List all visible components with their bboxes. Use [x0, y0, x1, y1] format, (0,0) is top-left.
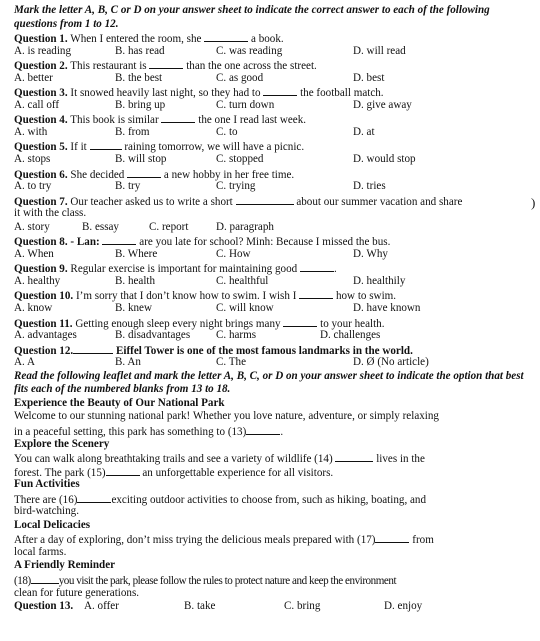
question-label: Question 8.: [14, 236, 68, 249]
answer-blank[interactable]: [102, 234, 136, 245]
answer-blank[interactable]: [90, 139, 122, 150]
food-line2: local farms.: [14, 545, 67, 558]
question-3: Question 3. It snowed heavily last night, so they had to the football match.: [14, 87, 384, 100]
question-7-continued: it with the class.: [14, 207, 87, 220]
worksheet: [14, 4, 526, 614]
option-d[interactable]: D. paragraph: [216, 220, 274, 233]
option-b[interactable]: B. from: [115, 125, 150, 138]
question-13: [14, 600, 526, 614]
options-10: [14, 302, 526, 316]
option-d[interactable]: D. challenges: [320, 329, 381, 342]
option-d[interactable]: D. Why: [353, 247, 388, 260]
option-c[interactable]: C. trying: [216, 180, 256, 193]
edge-mark: ): [531, 195, 536, 210]
scenery-heading: Explore the Scenery: [14, 437, 110, 450]
option-b[interactable]: B. take: [184, 600, 216, 613]
options-11: [14, 329, 526, 343]
question-label: Question 9.: [14, 263, 68, 276]
question-1: Question 1. When I entered the room, she a book.: [14, 33, 284, 46]
option-b[interactable]: B. the best: [115, 71, 163, 84]
blank-13[interactable]: [246, 424, 280, 435]
question-9: Question 9. Regular exercise is important for maintaining good .: [14, 263, 337, 276]
options-4: [14, 126, 526, 140]
option-b[interactable]: B. bring up: [115, 98, 166, 111]
answer-blank[interactable]: [161, 112, 195, 123]
leaflet-title: Experience the Beauty of Our National Park: [14, 396, 225, 409]
option-b[interactable]: B. has read: [115, 44, 165, 57]
options-5: [14, 153, 526, 167]
question-label: Question 5.: [14, 141, 68, 154]
options-1: [14, 45, 526, 59]
question-label: Question 12.: [14, 344, 74, 357]
question-label: Question 11.: [14, 317, 73, 330]
option-c[interactable]: C. stopped: [216, 153, 264, 166]
question-label: Question 4.: [14, 114, 68, 127]
option-a[interactable]: A. with: [14, 125, 48, 138]
option-c[interactable]: C. will know: [216, 302, 274, 315]
option-d[interactable]: D. will read: [353, 44, 406, 57]
answer-blank[interactable]: [204, 31, 248, 42]
option-a[interactable]: A. offer: [84, 600, 119, 613]
question-label: Question 13.: [14, 600, 74, 613]
answer-blank[interactable]: [300, 261, 334, 272]
options-8: [14, 248, 526, 262]
scenery-line2: forest. The park (15) an unforgettable experience for all visitors.: [14, 466, 334, 479]
option-c[interactable]: C. The: [216, 356, 246, 369]
option-a[interactable]: A. healthy: [14, 274, 61, 287]
question-label: Question 6.: [14, 168, 68, 181]
option-b[interactable]: B. An: [115, 356, 141, 369]
blank-16[interactable]: [77, 492, 111, 503]
option-b[interactable]: B. will stop: [115, 153, 167, 166]
question-label: Question 1.: [14, 33, 68, 46]
question-label: Question 7.: [14, 195, 68, 208]
option-c[interactable]: C. harms: [216, 329, 257, 342]
question-4: Question 4. This book is similar the one I read last week.: [14, 114, 307, 127]
option-c[interactable]: C. bring: [284, 600, 321, 613]
answer-blank[interactable]: [127, 167, 161, 178]
option-b[interactable]: B. try: [115, 180, 141, 193]
option-a[interactable]: A. When: [14, 247, 54, 260]
option-a[interactable]: A. to try: [14, 180, 52, 193]
option-c[interactable]: C. healthful: [216, 274, 269, 287]
option-d[interactable]: D. have known: [353, 302, 421, 315]
option-a[interactable]: A. call off: [14, 98, 60, 111]
option-d[interactable]: D. best: [353, 71, 385, 84]
question-5: Question 5. If it raining tomorrow, we will have a picnic.: [14, 141, 305, 154]
option-c[interactable]: C. How: [216, 247, 251, 260]
answer-blank[interactable]: [263, 85, 297, 96]
question-6: Question 6. She decided a new hobby in her free time.: [14, 168, 295, 181]
question-11: Question 11. Getting enough sleep every night brings many to your health.: [14, 317, 385, 330]
blank-17[interactable]: [375, 532, 409, 543]
option-c[interactable]: C. as good: [216, 71, 264, 84]
option-d[interactable]: D. healthily: [353, 274, 406, 287]
option-a[interactable]: A. is reading: [14, 44, 71, 57]
option-a[interactable]: A. A: [14, 356, 35, 369]
question-10: Question 10. I’m sorry that I don’t know how to swim. I wish I how to swim.: [14, 290, 397, 303]
option-d[interactable]: D. Ø (No article): [353, 356, 429, 369]
leaflet-intro-line2: in a peaceful setting, this park has something to (13) .: [14, 425, 284, 438]
question-2: Question 2. This restaurant is than the one across the street.: [14, 60, 317, 73]
reminder-line2: clean for future generations.: [14, 586, 140, 599]
option-a[interactable]: A. better: [14, 71, 53, 84]
option-c[interactable]: C. turn down: [216, 98, 275, 111]
question-label: Question 3.: [14, 87, 68, 100]
options-9: [14, 275, 526, 289]
answer-blank[interactable]: [283, 316, 317, 327]
answer-blank[interactable]: [299, 288, 333, 299]
question-7: Question 7. Our teacher asked us to write a short about our summer vacation and share: [14, 195, 463, 208]
scenery-line1: You can walk along breathtaking trails and see a variety of wildlife (14) lives in the: [14, 453, 425, 466]
options-2: [14, 72, 526, 86]
option-a[interactable]: A. know: [14, 302, 53, 315]
option-a[interactable]: A. advantages: [14, 329, 77, 342]
option-c[interactable]: C. was reading: [216, 44, 283, 57]
option-d[interactable]: D. at: [353, 125, 375, 138]
blank-18[interactable]: [31, 573, 59, 584]
reminder-line1: (18) you visit the park, please follow the rules to protect nature and keep the environment: [14, 574, 397, 587]
answer-blank[interactable]: [149, 58, 183, 69]
answer-blank[interactable]: [236, 194, 294, 205]
blank-15[interactable]: [106, 465, 140, 476]
instructions-part2: Read the following leaflet and mark the letter A, B, C, or D on your answer sheet to indicate the option that best fits each of the numbered blanks from 13 to 18.: [14, 369, 524, 396]
answer-blank[interactable]: [73, 343, 113, 354]
option-b[interactable]: B. knew: [115, 302, 152, 315]
options-6: [14, 180, 526, 194]
leaflet-intro-line1: Welcome to our stunning national park! Whether you love nature, adventure, or simply relaxing: [14, 410, 439, 423]
question-8: Question 8. - Lan: are you late for school? Minh: Because I missed the bus.: [14, 236, 391, 249]
option-c[interactable]: C. to: [216, 125, 238, 138]
option-c[interactable]: C. report: [149, 220, 189, 233]
question-label: Question 2.: [14, 60, 68, 73]
fun-heading: Fun Activities: [14, 478, 80, 491]
option-d[interactable]: D. would stop: [353, 153, 416, 166]
option-d[interactable]: D. enjoy: [384, 600, 423, 613]
option-b[interactable]: B. essay: [82, 220, 119, 233]
option-b[interactable]: B. health: [115, 274, 156, 287]
option-d[interactable]: D. give away: [353, 98, 412, 111]
instructions-part1: Mark the letter A, B, C or D on your answer sheet to indicate the correct answer to each of the following questions from 1 to 12.: [14, 4, 490, 30]
question-label: Question 10.: [14, 290, 74, 303]
options-3: [14, 99, 526, 113]
food-heading: Local Delicacies: [14, 518, 91, 531]
question-12: Question 12. Eiffel Tower is one of the most famous landmarks in the world.: [14, 344, 413, 357]
option-a[interactable]: A. stops: [14, 153, 51, 166]
option-d[interactable]: D. tries: [353, 180, 386, 193]
reminder-heading: A Friendly Reminder: [14, 559, 116, 572]
food-line1: After a day of exploring, don’t miss trying the delicious meals prepared with (17) from: [14, 534, 434, 547]
options-7: [14, 221, 526, 235]
blank-14[interactable]: [335, 451, 373, 462]
fun-line2: bird-watching.: [14, 505, 80, 518]
fun-line1: There are (16) exciting outdoor activities to choose from, such as hiking, boating, and: [14, 493, 427, 506]
option-b[interactable]: B. disadvantages: [115, 329, 191, 342]
options-12: [14, 356, 526, 370]
option-b[interactable]: B. Where: [115, 247, 158, 260]
option-a[interactable]: A. story: [14, 220, 50, 233]
